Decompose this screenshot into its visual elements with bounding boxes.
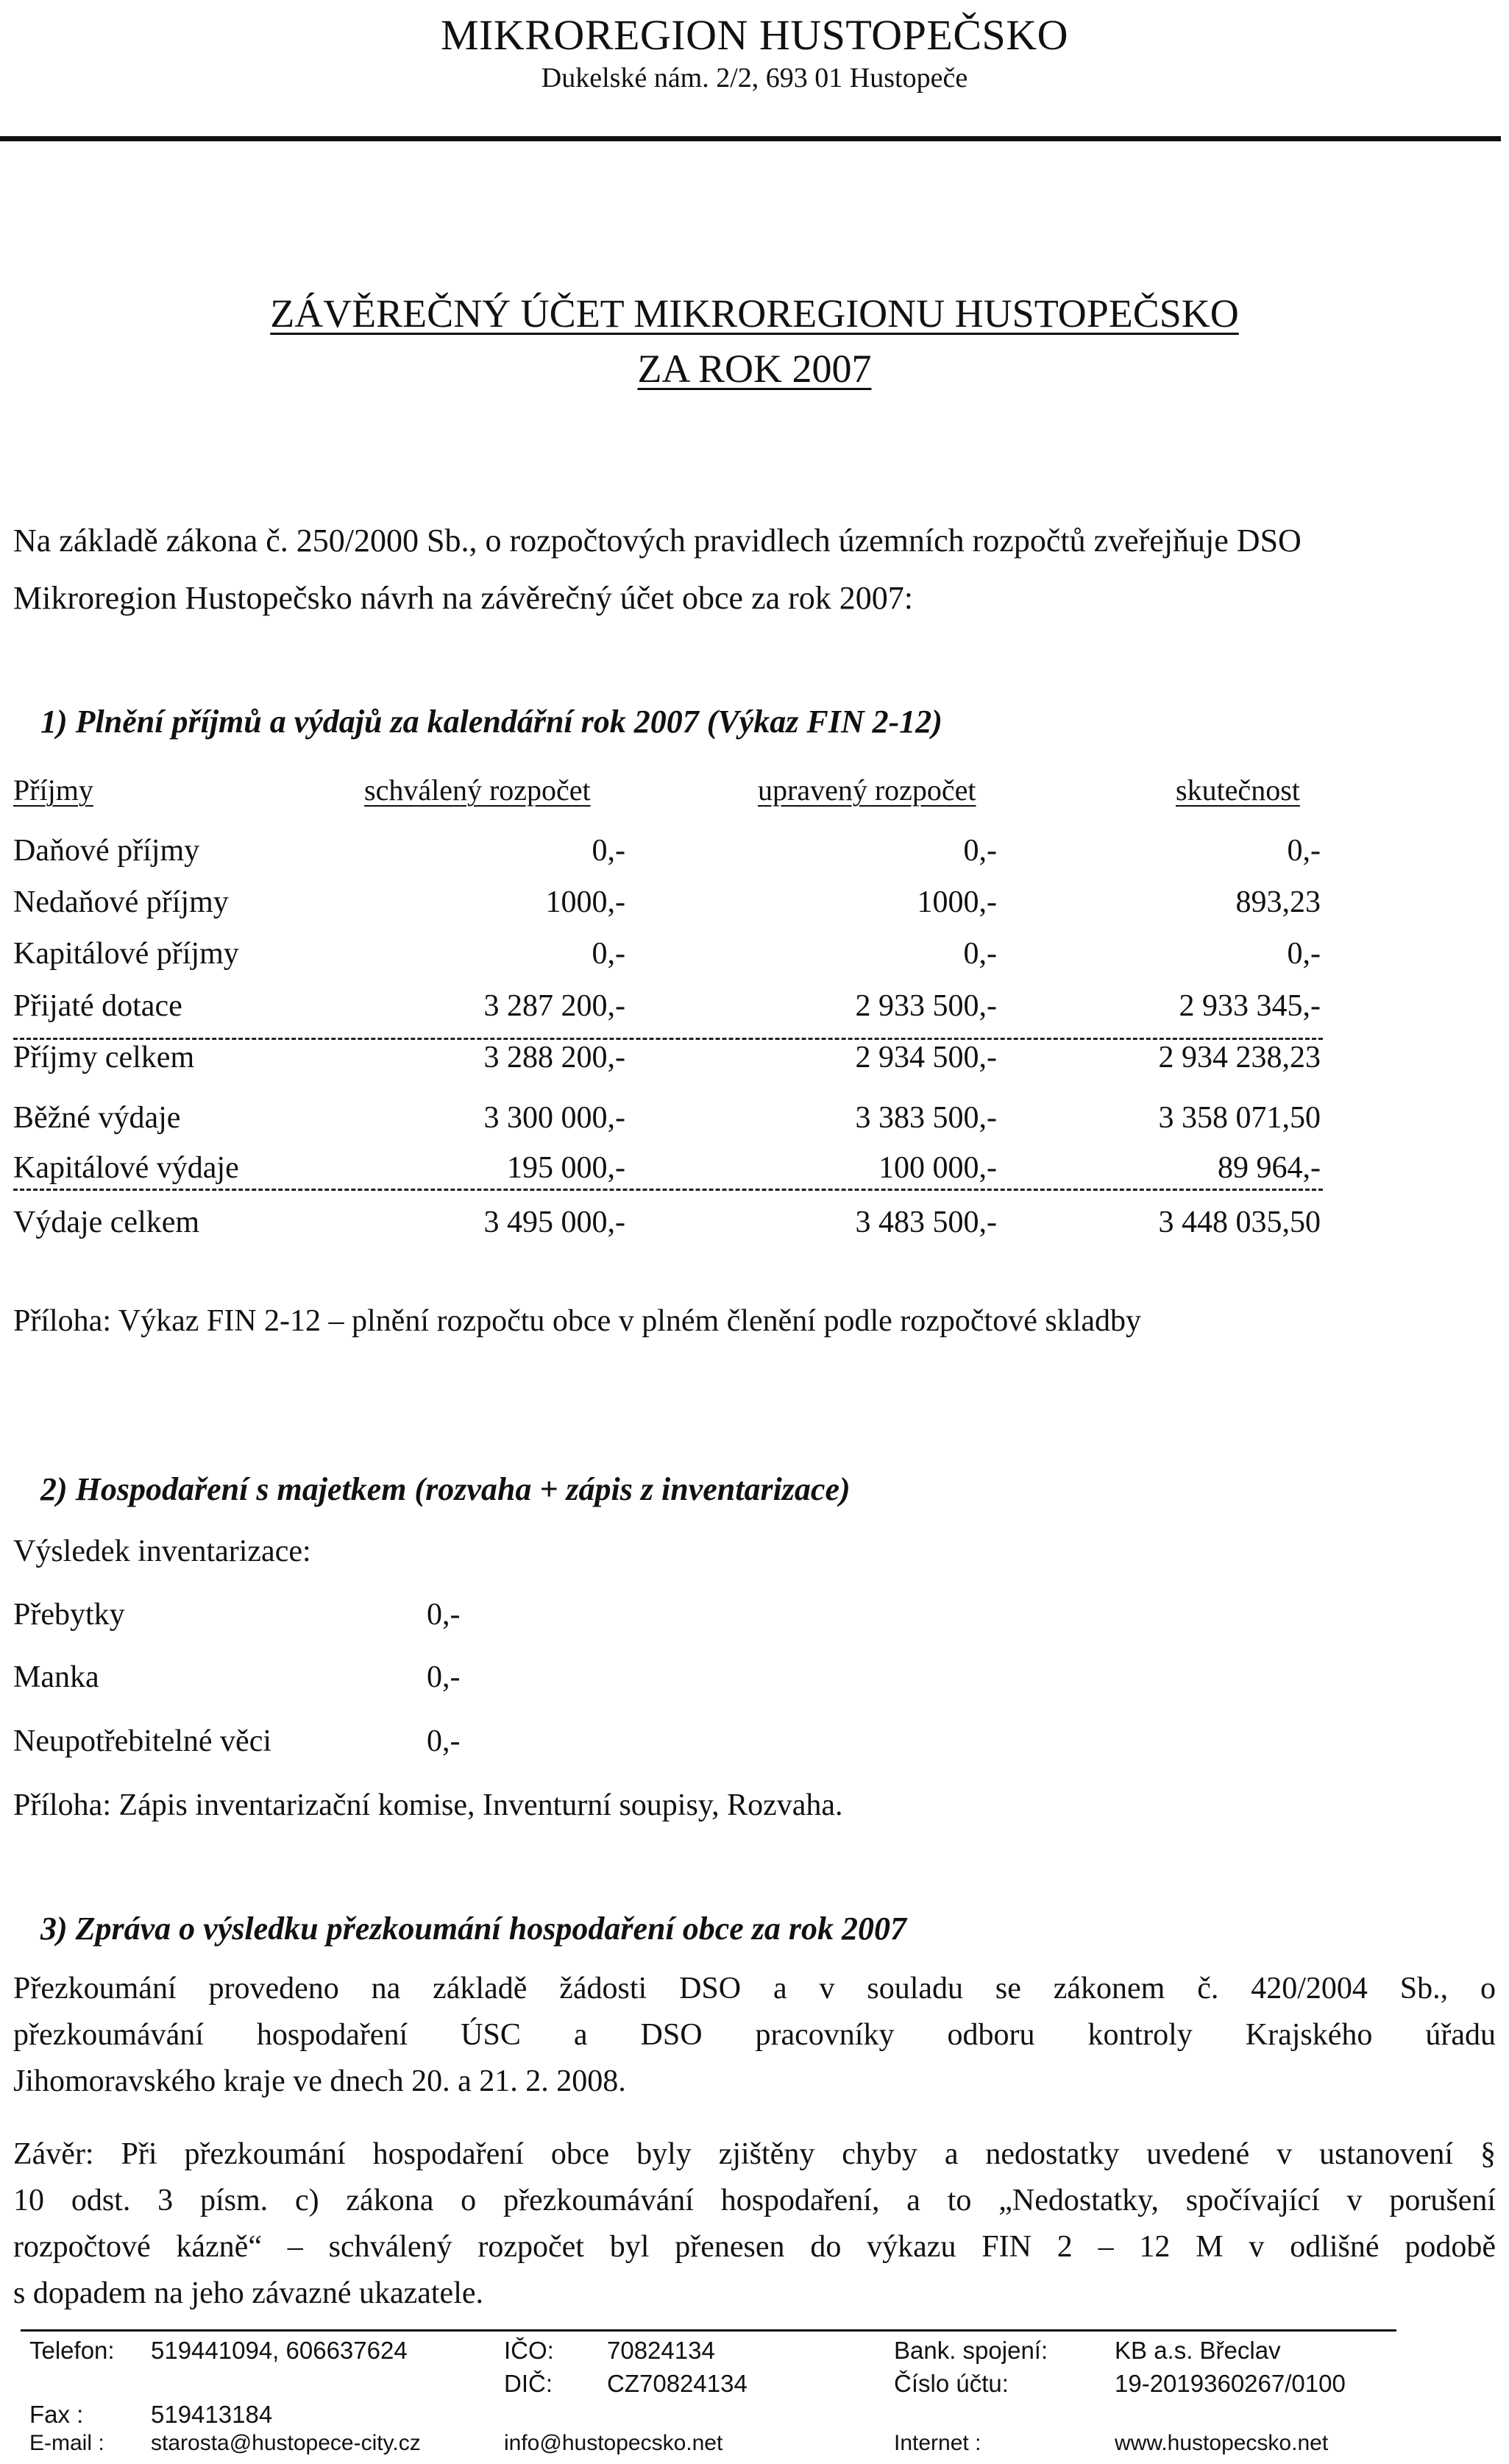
inventory-item-label: Přebytky — [13, 1598, 125, 1632]
total-divider — [13, 1189, 1323, 1191]
footer-account-label: Číslo účtu: — [894, 2370, 1009, 2397]
footer-website[interactable]: www.hustopecsko.net — [1115, 2431, 1329, 2455]
footer-phone: 519441094, 606637624 — [151, 2337, 408, 2364]
footer-ico-label: IČO: — [504, 2337, 554, 2364]
table-cell-approved: 1000,- — [545, 885, 625, 919]
footer-phone-label: Telefon: — [29, 2337, 115, 2364]
table-cell-approved: 3 287 200,- — [483, 989, 625, 1023]
review-paragraph-line: přezkoumávání hospodaření ÚSC a DSO pracovníky odboru kontroly Krajského úřadu — [13, 2018, 1496, 2052]
conclusion-paragraph-line: 10 odst. 3 písm. c) zákona o přezkoumávání hospodaření, a to „Nedostatky, spočívající v porušení — [13, 2184, 1496, 2217]
table-cell-adjusted: 100 000,- — [878, 1151, 997, 1185]
table-cell-approved: 3 288 200,- — [483, 1041, 625, 1075]
table-cell-actual: 3 448 035,50 — [1158, 1206, 1321, 1239]
footer-bank: KB a.s. Břeclav — [1115, 2337, 1281, 2364]
table-cell-adjusted: 0,- — [963, 937, 997, 971]
section-3-title: 3) Zpráva o výsledku přezkoumání hospodaření obce za rok 2007 — [40, 1911, 906, 1947]
footer-divider — [21, 2329, 1396, 2332]
inventory-item-value: 0,- — [427, 1724, 461, 1758]
organization-name: MIKROREGION HUSTOPEČSKO — [440, 11, 1069, 59]
table-cell-actual: 2 934 238,23 — [1158, 1041, 1321, 1075]
footer-dic-label: DIČ: — [504, 2370, 553, 2397]
inventory-item-value: 0,- — [427, 1660, 461, 1694]
table-cell-approved: 195 000,- — [507, 1151, 625, 1185]
conclusion-paragraph-line: Závěr: Při přezkoumání hospodaření obce byly zjištěny chyby a nedostatky uvedené v ustanovení § — [13, 2137, 1496, 2171]
table-cell-adjusted: 3 383 500,- — [855, 1101, 997, 1135]
footer-email-info[interactable]: info@hustopecsko.net — [504, 2431, 723, 2455]
footer-email-starosta[interactable]: starosta@hustopece-city.cz — [151, 2431, 421, 2455]
table-cell-approved: 3 300 000,- — [483, 1101, 625, 1135]
table-cell-adjusted: 1000,- — [917, 885, 997, 919]
table-cell-adjusted: 0,- — [963, 834, 997, 868]
table-row-label: Nedaňové příjmy — [13, 885, 229, 919]
table-row-label: Daňové příjmy — [13, 834, 200, 868]
inventory-item-label: Manka — [13, 1660, 99, 1694]
table-cell-approved: 3 495 000,- — [483, 1206, 625, 1239]
inventory-item-value: 0,- — [427, 1598, 461, 1632]
table-cell-adjusted: 3 483 500,- — [855, 1206, 997, 1239]
footer-internet-label: Internet : — [894, 2431, 981, 2455]
table-cell-actual: 0,- — [1287, 937, 1321, 971]
table-cell-approved: 0,- — [592, 834, 625, 868]
section-2-title: 2) Hospodaření s majetkem (rozvaha + zápis z inventarizace) — [40, 1471, 851, 1507]
intro-line-2: Mikroregion Hustopečsko návrh na závěrečný účet obce za rok 2007: — [13, 580, 913, 616]
intro-line-1: Na základě zákona č. 250/2000 Sb., o rozpočtových pravidlech územních rozpočtů zveřejňuje DSO — [13, 523, 1302, 559]
section-1-attachment: Příloha: Výkaz FIN 2-12 – plnění rozpočtu obce v plném členění podle rozpočtové skladby — [13, 1304, 1141, 1338]
organization-address: Dukelské nám. 2/2, 693 01 Hustopeče — [541, 63, 968, 93]
table-cell-adjusted: 2 933 500,- — [855, 989, 997, 1023]
footer-email-label: E-mail : — [29, 2431, 104, 2455]
table-row-label: Kapitálové příjmy — [13, 937, 239, 971]
table-cell-actual: 0,- — [1287, 834, 1321, 868]
col-header-income: Příjmy — [13, 773, 93, 807]
section-1-title: 1) Plnění příjmů a výdajů za kalendářní rok 2007 (Výkaz FIN 2-12) — [40, 704, 942, 740]
document-title-year: ZA ROK 2007 — [637, 347, 872, 391]
footer-ico: 70824134 — [607, 2337, 715, 2364]
footer-dic: CZ70824134 — [607, 2370, 748, 2397]
header-divider — [0, 136, 1501, 141]
table-cell-approved: 0,- — [592, 937, 625, 971]
col-header-adjusted: upravený rozpočet — [758, 773, 976, 807]
footer-account: 19-2019360267/0100 — [1115, 2370, 1346, 2397]
table-cell-actual: 89 964,- — [1218, 1151, 1321, 1185]
table-row-label: Výdaje celkem — [13, 1206, 200, 1239]
conclusion-paragraph-line: rozpočtové kázně“ – schválený rozpočet byl přenesen do výkazu FIN 2 – 12 M v odlišné podobě — [13, 2230, 1496, 2264]
document-title: ZÁVĚREČNÝ ÚČET MIKROREGIONU HUSTOPEČSKO — [270, 291, 1239, 336]
col-header-actual: skutečnost — [1176, 773, 1300, 807]
footer-bank-label: Bank. spojení: — [894, 2337, 1048, 2364]
table-row-label: Přijaté dotace — [13, 989, 182, 1023]
table-row-label: Běžné výdaje — [13, 1101, 181, 1135]
review-paragraph-line: Přezkoumání provedeno na základě žádosti DSO a v souladu se zákonem č. 420/2004 Sb., o — [13, 1972, 1496, 2005]
table-cell-actual: 2 933 345,- — [1179, 989, 1321, 1023]
table-row-label: Kapitálové výdaje — [13, 1151, 239, 1185]
conclusion-paragraph-line: s dopadem na jeho závazné ukazatele. — [13, 2276, 484, 2310]
footer-fax: 519413184 — [151, 2401, 273, 2428]
inventory-result-label: Výsledek inventarizace: — [13, 1534, 311, 1568]
section-2-attachment: Příloha: Zápis inventarizační komise, Inventurní soupisy, Rozvaha. — [13, 1788, 843, 1822]
review-paragraph-line: Jihomoravského kraje ve dnech 20. a 21. 2. 2008. — [13, 2064, 626, 2098]
footer-fax-label: Fax : — [29, 2401, 84, 2428]
table-cell-actual: 3 358 071,50 — [1158, 1101, 1321, 1135]
inventory-item-label: Neupotřebitelné věci — [13, 1724, 272, 1758]
table-row-label: Příjmy celkem — [13, 1041, 195, 1075]
col-header-approved: schválený rozpočet — [364, 773, 591, 807]
table-cell-actual: 893,23 — [1235, 885, 1321, 919]
table-cell-adjusted: 2 934 500,- — [855, 1041, 997, 1075]
